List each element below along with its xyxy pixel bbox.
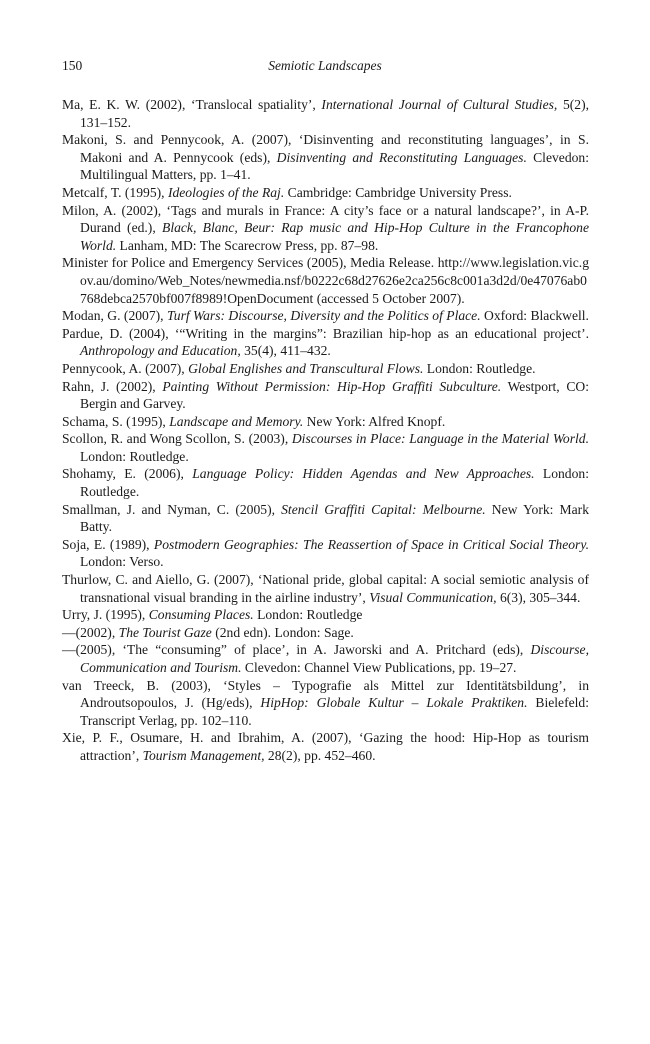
reference-title: Stencil Graffiti Capital: Melbourne.: [281, 501, 486, 517]
reference-entry: [62, 624, 589, 642]
reference-title: Anthropology and Education,: [80, 343, 241, 359]
reference-details: London: Routledge.: [80, 466, 589, 500]
reference-text: —(2005), ‘The “consuming” of place’, in A. Jaworski and A. Pritchard (eds),: [62, 642, 531, 658]
reference-entry: [62, 131, 589, 184]
reference-text: Rahn, J. (2002),: [62, 378, 163, 394]
reference-details: Clevedon: Multilingual Matters, pp. 1–41.: [80, 149, 589, 183]
reference-title: Ideologies of the Raj.: [167, 184, 285, 200]
reference-title: Tourism Management,: [142, 747, 265, 763]
reference-text: —(2002),: [62, 624, 119, 640]
reference-text: Thurlow, C. and Aiello, G. (2007), ‘National pride, global capital: A social semiotic analysis of transnational visual branding in the airline industry’,: [62, 572, 589, 605]
reference-text: Smallman, J. and Nyman, C. (2005),: [62, 501, 282, 517]
reference-title: International Journal of Cultural Studies,: [321, 97, 558, 112]
reference-details: 35(4), 411–432.: [240, 343, 331, 359]
reference-details: London: Routledge.: [80, 448, 189, 464]
reference-details: London: Routledge: [253, 607, 363, 623]
reference-entry: [62, 96, 589, 131]
reference-details: London: Routledge.: [423, 360, 536, 376]
reference-entry: [62, 465, 589, 500]
reference-entry: [62, 184, 589, 202]
reference-text: Modan, G. (2007),: [62, 308, 167, 324]
reference-entry: [62, 677, 589, 730]
reference-title: Disinventing and Reconstituting Languages.: [276, 149, 527, 165]
reference-title: Visual Communication,: [369, 589, 497, 605]
reference-entry: [62, 729, 589, 764]
page-header: [62, 58, 588, 78]
reference-entry: [62, 360, 589, 378]
reference-details: Lanham, MD: The Scarecrow Press, pp. 87–98.: [116, 237, 379, 253]
reference-entry: [62, 641, 589, 676]
reference-text: Makoni, S. and Pennycook, A. (2007), ‘Disinventing and reconstituting languages’, in S. Makoni and A. Pennycook (eds),: [62, 132, 589, 165]
reference-text: Soja, E. (1989),: [62, 536, 154, 552]
reference-title: Turf Wars: Discourse, Diversity and the Politics of Place.: [166, 308, 481, 324]
reference-details: Cambridge: Cambridge University Press.: [284, 184, 512, 200]
reference-details: London: Verso.: [80, 554, 164, 570]
reference-text: Minister for Police and Emergency Services (2005), Media Release. http://www.legislation.vic.gov.au/domino/Web_Notes/newmedia.nsf/b0222c68d27626e2ca256c8c001a3d2d/0e47076ab0768debca2570bf007f8989!OpenDocument (accessed 5 October 2007).: [62, 255, 589, 306]
reference-entry: [62, 606, 589, 624]
reference-entry: [62, 413, 589, 431]
reference-entry: [62, 501, 589, 536]
reference-text: Xie, P. F., Osumare, H. and Ibrahim, A. (2007), ‘Gazing the hood: Hip-Hop as tourism attraction’,: [62, 730, 589, 763]
reference-title: Landscape and Memory.: [169, 413, 304, 429]
reference-text: Urry, J. (1995),: [62, 607, 149, 623]
reference-details: 6(3), 305–344.: [496, 589, 581, 605]
reference-details: 28(2), pp. 452–460.: [264, 747, 376, 763]
reference-entry: [62, 325, 589, 360]
reference-details: Clevedon: Channel View Publications, pp. 19–27.: [241, 660, 517, 675]
reference-entry: [62, 254, 589, 307]
reference-entry: [62, 307, 589, 325]
reference-entry: [62, 430, 589, 465]
reference-text: van Treeck, B. (2003), ‘Styles – Typografie als Mittel zur Identitätsbildung’, in Androutsopoulos, J. (Hg/eds),: [62, 677, 589, 711]
reference-title: Discourses in Place: Language in the Material World.: [291, 431, 589, 447]
reference-text: Milon, A. (2002), ‘Tags and murals in France: A city’s face or a natural landscape?’, in A-P. Durand (ed.),: [62, 202, 589, 236]
reference-list: [62, 96, 589, 765]
reference-details: Oxford: Blackwell.: [480, 308, 589, 324]
reference-title: Discourse, Communication and Tourism.: [80, 642, 589, 675]
reference-details: 5(2), 131–152.: [80, 97, 589, 130]
reference-title: Painting Without Permission: Hip-Hop Graffiti Subculture.: [162, 378, 502, 394]
running-title: Semiotic Landscapes: [268, 58, 382, 73]
reference-details: New York: Mark Batty.: [80, 501, 589, 535]
reference-text: Pennycook, A. (2007),: [62, 360, 189, 376]
reference-details: Bielefeld: Transcript Verlag, pp. 102–110.: [80, 695, 589, 728]
reference-title: Consuming Places.: [148, 607, 254, 623]
reference-details: Westport, CO: Bergin and Garvey.: [80, 378, 589, 412]
reference-entry: [62, 536, 589, 571]
reference-title: Global Englishes and Transcultural Flows.: [188, 360, 424, 376]
reference-entry: [62, 202, 589, 255]
reference-title: Postmodern Geographies: The Reassertion of Space in Critical Social Theory.: [153, 536, 589, 552]
reference-title: Black, Blanc, Beur: Rap music and Hip-Hop Culture in the Francophone World.: [80, 220, 589, 253]
reference-text: Shohamy, E. (2006),: [62, 466, 193, 482]
reference-text: Metcalf, T. (1995),: [62, 184, 168, 200]
reference-entry: [62, 378, 589, 413]
reference-title: The Tourist Gaze: [118, 624, 212, 640]
reference-title: Language Policy: Hidden Agendas and New Approaches.: [192, 466, 535, 482]
reference-details: New York: Alfred Knopf.: [303, 413, 446, 429]
reference-details: (2nd edn). London: Sage.: [211, 624, 354, 640]
reference-text: Ma, E. K. W. (2002), ‘Translocal spatiality’,: [62, 97, 322, 112]
reference-title: HipHop: Globale Kultur – Lokale Praktiken.: [260, 695, 528, 711]
reference-text: Pardue, D. (2004), ‘“Writing in the margins”: Brazilian hip-hop as an educational project’.: [62, 325, 589, 341]
reference-entry: [62, 571, 589, 606]
page-number: 150: [62, 58, 83, 73]
reference-text: Schama, S. (1995),: [62, 413, 170, 429]
reference-text: Scollon, R. and Wong Scollon, S. (2003),: [62, 431, 292, 447]
